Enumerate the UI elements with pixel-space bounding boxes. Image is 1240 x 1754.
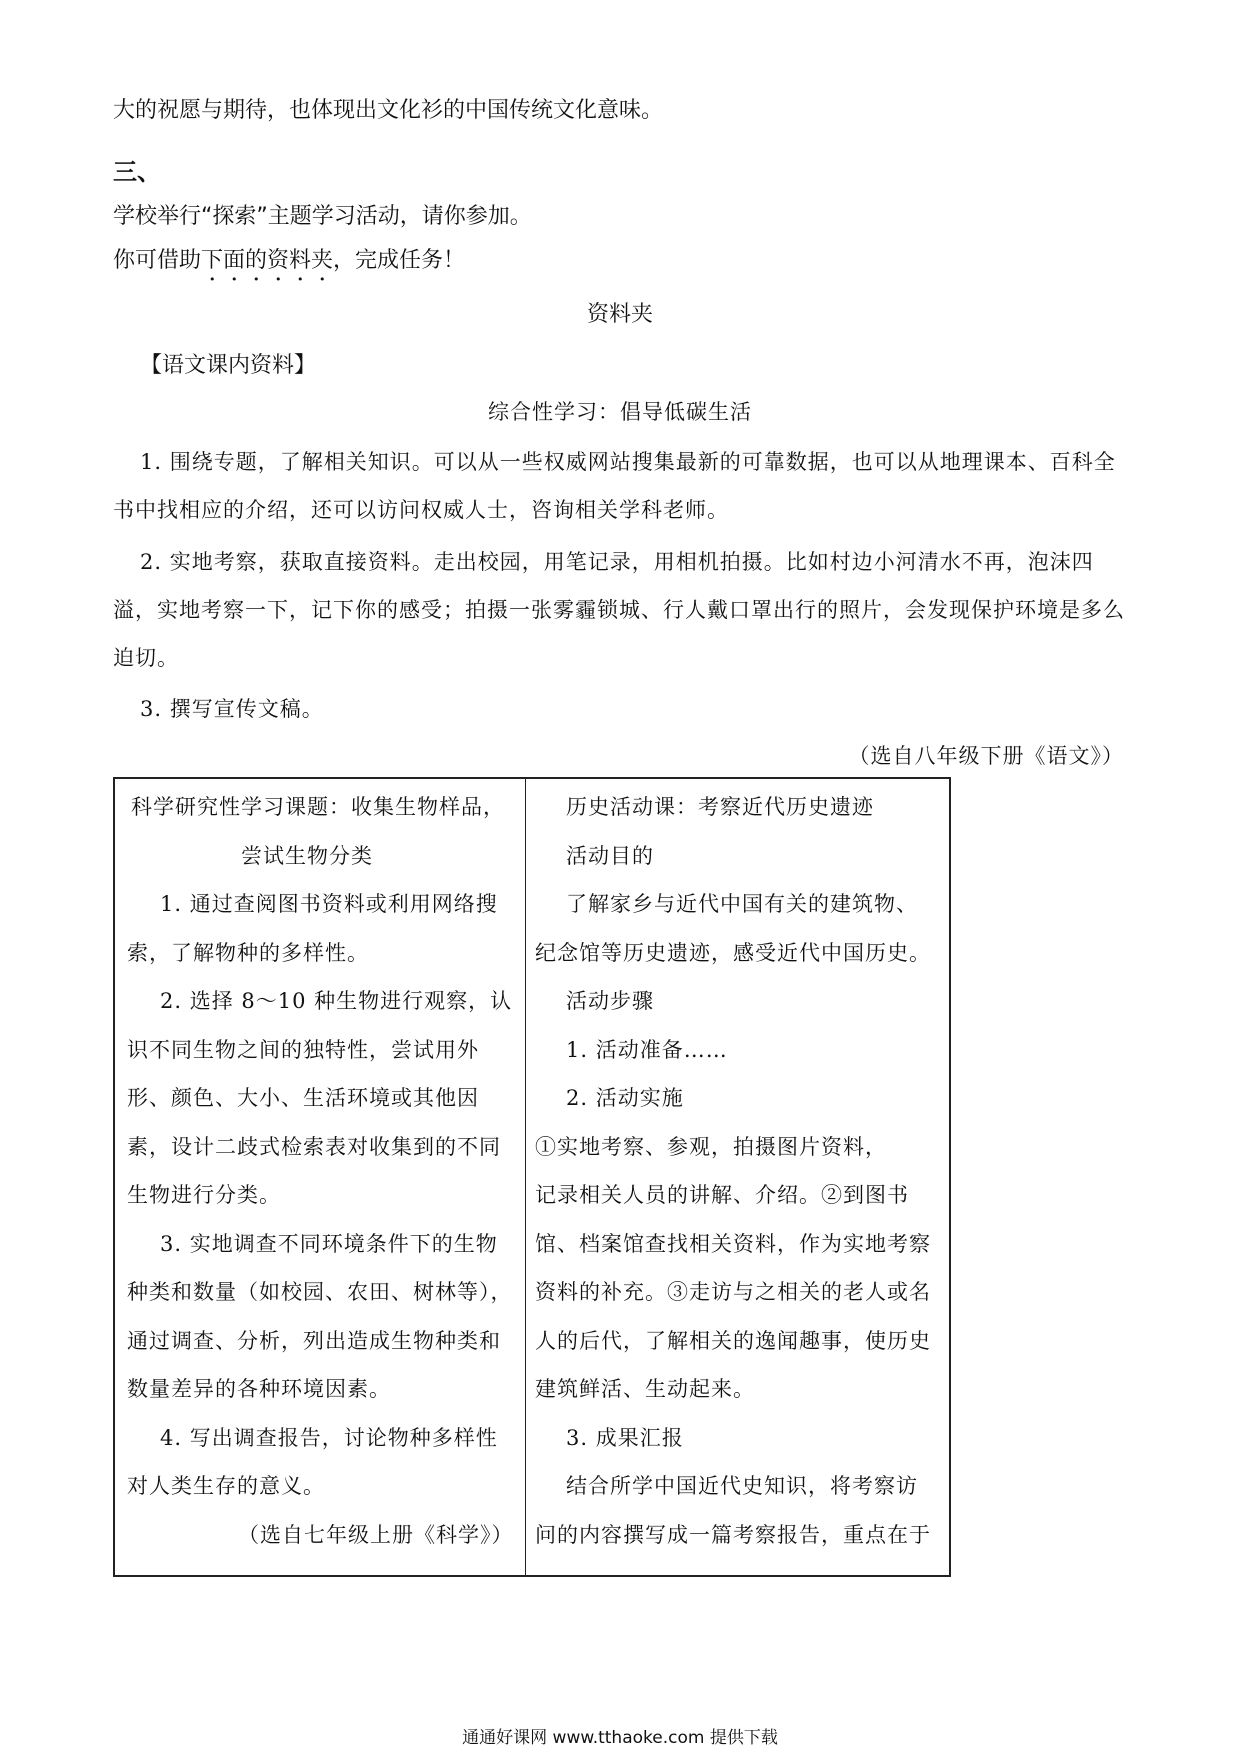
chinese-material-line: 2. 实地考察，获取直接资料。走出校园，用笔记录，用相机拍摄。比如村边小河清水不再，泡沫四 <box>140 550 1094 574</box>
history-line: 3. 成果汇报 <box>566 1425 684 1450</box>
history-line: 问的内容撰写成一篇考察报告，重点在于 <box>535 1522 931 1547</box>
chinese-material-line: 迫切。 <box>113 646 179 670</box>
science-line: 通过调查、分析，列出造成生物种类和 <box>127 1328 501 1353</box>
history-line: 馆、档案馆查找相关资料，作为实地考察 <box>535 1231 931 1256</box>
folder-title: 资料夹 <box>586 302 653 327</box>
science-line: 形、颜色、大小、生活环境或其他因 <box>127 1086 479 1110</box>
section-number: 三、 <box>113 158 161 186</box>
chinese-material-line: 1. 围绕专题，了解相关知识。可以从一些权威网站搜集最新的可靠数据，也可以从地理课本、百科全 <box>140 450 1116 474</box>
task-prompt-2 <box>113 246 465 286</box>
history-line: 纪念馆等历史遗迹，感受近代中国历史。 <box>535 940 931 965</box>
history-line: 1. 活动准备…… <box>566 1037 728 1062</box>
task-prompt-2-prefix: 你可借助 <box>113 248 202 273</box>
chinese-material-line: 书中找相应的介绍，还可以访问权威人士，咨询相关学科老师。 <box>113 498 729 522</box>
task-prompt-1: 学校举行“探索”主题学习活动，请你参加。 <box>113 204 532 229</box>
history-line: 记录相关人员的讲解、介绍。②到图书 <box>535 1183 909 1207</box>
history-line: 资料的补充。③走访与之相关的老人或名 <box>535 1280 931 1304</box>
history-line: 历史活动课：考察近代历史遗迹 <box>566 795 874 819</box>
science-line: 2. 选择 8～10 种生物进行观察，认 <box>160 989 513 1013</box>
science-line: 4. 写出调查报告，讨论物种多样性 <box>160 1425 498 1450</box>
task-prompt-2-suffix: ，完成任务！ <box>333 248 466 273</box>
history-line: 活动步骤 <box>566 989 654 1013</box>
history-line: 了解家乡与近代中国有关的建筑物、 <box>566 892 918 916</box>
history-line: 建筑鲜活、生动起来。 <box>535 1377 755 1401</box>
chinese-material-label: 【语文课内资料】 <box>140 353 317 378</box>
history-line: 结合所学中国近代史知识，将考察访 <box>566 1474 918 1498</box>
table-divider <box>525 779 526 1575</box>
science-line: 索，了解物种的多样性。 <box>127 940 369 965</box>
history-line: 活动目的 <box>566 843 654 868</box>
history-line: 2. 活动实施 <box>566 1086 684 1110</box>
chinese-material-title: 综合性学习：倡导低碳生活 <box>488 400 752 424</box>
science-line: 种类和数量（如校园、农田、树林等）， <box>127 1280 513 1304</box>
page-footer: 通通好课网 www.tthaoke.com 提供下载 <box>462 1728 778 1748</box>
science-line: 1. 通过查阅图书资料或利用网络搜 <box>160 892 498 916</box>
task-prompt-2-emphasis: 下面的资料夹 <box>201 248 334 273</box>
history-line: ①实地考察、参观，拍摄图片资料， <box>535 1134 887 1159</box>
science-line: 对人类生存的意义。 <box>127 1474 325 1498</box>
science-line: 3. 实地调查不同环境条件下的生物 <box>160 1231 498 1256</box>
science-line: 科学研究性学习课题：收集生物样品， <box>131 795 505 819</box>
chinese-material-source: （选自八年级下册《语文》） <box>848 744 1124 768</box>
science-line: （选自七年级上册《科学》） <box>238 1522 514 1547</box>
science-line: 数量差异的各种环境因素。 <box>127 1377 391 1401</box>
science-line: 识不同生物之间的独特性，尝试用外 <box>127 1037 479 1062</box>
history-line: 人的后代，了解相关的逸闻趣事，使历史 <box>535 1328 931 1353</box>
materials-table <box>113 777 951 1577</box>
science-line: 生物进行分类。 <box>127 1183 281 1207</box>
science-line: 尝试生物分类 <box>241 843 373 868</box>
chinese-material-line: 3. 撰写宣传文稿。 <box>140 697 324 721</box>
science-line: 素，设计二歧式检索表对收集到的不同 <box>127 1134 501 1159</box>
chinese-material-line: 溢，实地考察一下，记下你的感受；拍摄一张雾霾锁城、行人戴口罩出行的照片，会发现保护环境是多么 <box>113 598 1125 622</box>
intro-line: 大的祝愿与期待，也体现出文化衫的中国传统文化意味。 <box>113 98 664 123</box>
